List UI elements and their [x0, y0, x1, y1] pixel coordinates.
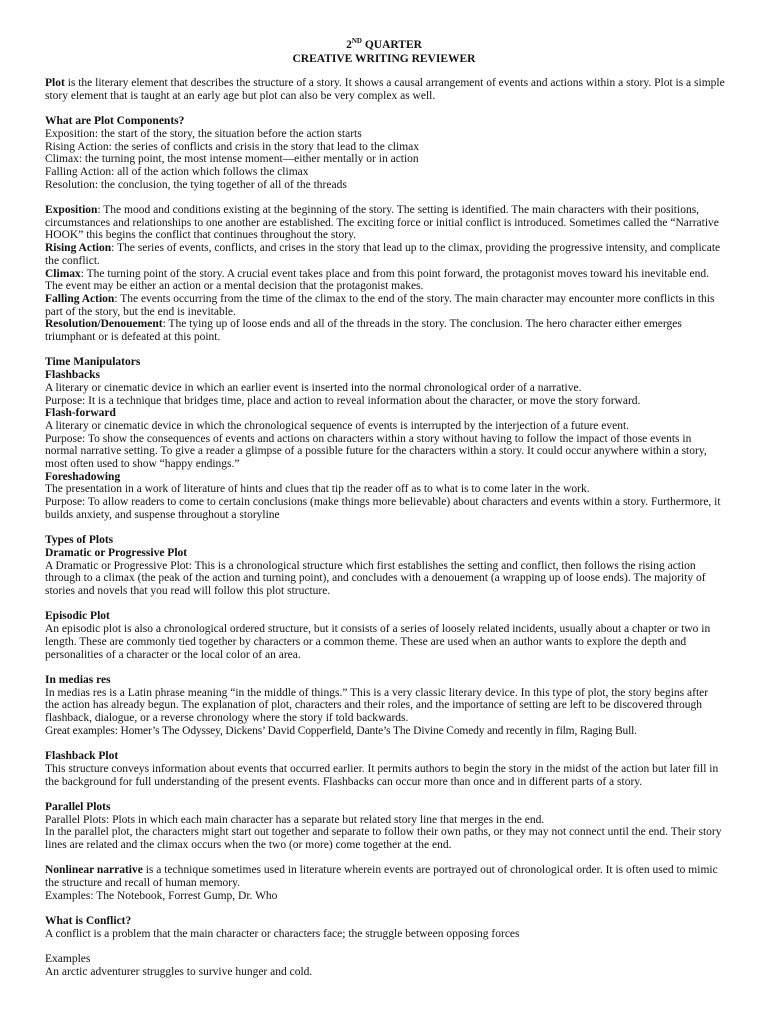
episodic-plot-heading: Episodic Plot	[45, 610, 110, 623]
flashbacks-purpose: Purpose: It is a technique that bridges time, place and action to reveal information about the character, or move the story forward.	[45, 394, 641, 407]
in-medias-res-text: In medias res is a Latin phrase meaning “in the middle of things.” This is a very classic literary device. In this type of plot, the story begins after the action has already begun. The explanation of plot, characters and their roles, and the importance of setting are left to be discovered through flashback, dialogue, or a reverse chronology where the story if told backwards.	[45, 686, 709, 725]
conflict-heading: What is Conflict?	[45, 915, 132, 928]
conflict-example: An arctic adventurer struggles to survive hunger and cold.	[45, 966, 313, 979]
time-manipulators-heading: Time Manipulators	[45, 356, 141, 369]
foreshadowing-purpose: Purpose: To allow readers to come to certain conclusions (make things more believable) about characters and events within a story. Furthermore, it builds anxiety, and suspense throughout a storyline	[45, 496, 721, 521]
conflict-definition: A conflict is a problem that the main character or characters face; the struggle between opposing forces	[45, 927, 520, 940]
flashforward-heading: Flash-forward	[45, 407, 116, 420]
title-rest: QUARTER	[361, 39, 422, 51]
parallel-plots-detail: In the parallel plot, the characters might start out together and separate to follow their own paths, or they may not connect until the end. Their story lines are related and the climax occurs when the two (or more) come together at the end.	[45, 826, 722, 852]
plot-term: Plot	[45, 77, 65, 89]
component-item: Exposition: the start of the story, the situation before the action starts	[45, 127, 362, 140]
definition-rising-action: Rising Action: The series of events, conflicts, and crises in the story that lead up to the climax, providing the progressive intensity, and complicate the conflict.	[45, 242, 721, 267]
in-medias-res-heading: In medias res	[45, 673, 111, 686]
title-number: 2	[346, 39, 352, 51]
flashback-plot-text: This structure conveys information about events that occurred earlier. It permits authors to begin the story in the midst of the action but later fill in the background for full understanding of the present events. Flashbacks can occur more than once and in different parts of a story.	[45, 762, 719, 788]
document-body	[45, 77, 725, 979]
definition-falling-action: Falling Action: The events occurring from the time of the climax to the end of the story. The main character may encounter more conflicts in this part of the story, but the end is inevitable.	[45, 292, 715, 318]
quarter-title	[0, 39, 768, 53]
foreshadowing-heading: Foreshadowing	[45, 470, 121, 483]
definition-exposition: Exposition: The mood and conditions existing at the beginning of the story. The setting is identified. The main characters with their positions, circumstances and relationships to one another are established. The exciting force or initial conflict is introduced. Sometimes called the “Narrative HOOK” this begins the conflict that continues throughout the story.	[45, 204, 719, 242]
flashbacks-definition: A literary or cinematic device in which an earlier event is inserted into the normal chronological order of a narrative.	[45, 381, 582, 394]
component-item: Falling Action: all of the action which follows the climax	[45, 165, 309, 178]
title-superscript: ND	[351, 37, 362, 46]
component-item: Resolution: the conclusion, the tying together of all of the threads	[45, 178, 347, 191]
plot-intro	[45, 77, 725, 102]
document-subtitle: CREATIVE WRITING REVIEWER	[292, 52, 476, 65]
plot-intro-text: is the literary element that describes the structure of a story. It shows a causal arrangement of events and actions within a story. Plot is a simple story element that is taught at an early age but plot can also be very complex as well.	[45, 77, 725, 102]
definition-climax: Climax: The turning point of the story. A crucial event takes place and from this point forward, the protagonist moves toward his inevitable end. The event may be either an action or a mental decision that the protagonist makes.	[45, 267, 709, 293]
flashback-plot-heading: Flashback Plot	[45, 750, 119, 763]
types-heading: Types of Plots	[45, 534, 114, 547]
flashforward-definition: A literary or cinematic device in which the chronological sequence of events is interrupted by the interjection of a future event.	[45, 419, 630, 432]
component-item: Climax: the turning point, the most intense moment—either mentally or in action	[45, 153, 419, 166]
foreshadowing-definition: The presentation in a work of literature of hints and clues that tip the reader off as to what is to come later in the work.	[45, 483, 590, 496]
nonlinear-examples: Examples: The Notebook, Forrest Gump, Dr. Who	[45, 889, 278, 902]
dramatic-plot-heading: Dramatic or Progressive Plot	[45, 546, 188, 559]
parallel-plots-heading: Parallel Plots	[45, 800, 111, 813]
definition-resolution: Resolution/Denouement: The tying up of loose ends and all of the threads in the story. The conclusion. The hero character either emerges triumphant or is defeated at this point.	[45, 318, 682, 344]
in-medias-res-examples: Great examples: Homer’s The Odyssey, Dickens’ David Copperfield, Dante’s The Divine Comedy and recently in film, Raging Bull.	[45, 724, 637, 737]
components-heading: What are Plot Components?	[45, 115, 185, 128]
dramatic-plot-text: A Dramatic or Progressive Plot: This is a chronological structure which first establishes the setting and conflict, then follows the rising action through to a climax (the peak of the action and turning point), and concludes with a denouement (a wrapping up of loose ends). The majority of stories and novels that you read will follow this plot structure.	[45, 559, 706, 598]
flashbacks-heading: Flashbacks	[45, 369, 100, 382]
episodic-plot-text: An episodic plot is also a chronological ordered structure, but it consists of a series of loosely related incidents, usually about a chapter or two in length. These are commonly tied together by characters or a common theme. These are used when an author wants to explore the depth and personalities of a character or the local color of an area.	[45, 623, 711, 661]
nonlinear-narrative: Nonlinear narrative is a technique sometimes used in literature wherein events are portrayed out of chronological order. It is often used to mimic the structure and recall of human memory.	[45, 864, 718, 890]
document-header	[0, 39, 768, 66]
flashforward-purpose: Purpose: To show the consequences of events and actions on characters within a story without having to follow the impact of those events in normal narrative setting. To give a reader a glimpse of a possible future for the characters within a story. It could occur anywhere within a story, most often used to show “happy endings.”	[45, 432, 707, 471]
examples-label: Examples	[45, 953, 91, 966]
component-item: Rising Action: the series of conflicts and crisis in the story that lead to the climax	[45, 140, 419, 153]
parallel-plots-text: Parallel Plots: Plots in which each main character has a separate but related story line that merges in the end.	[45, 813, 545, 826]
